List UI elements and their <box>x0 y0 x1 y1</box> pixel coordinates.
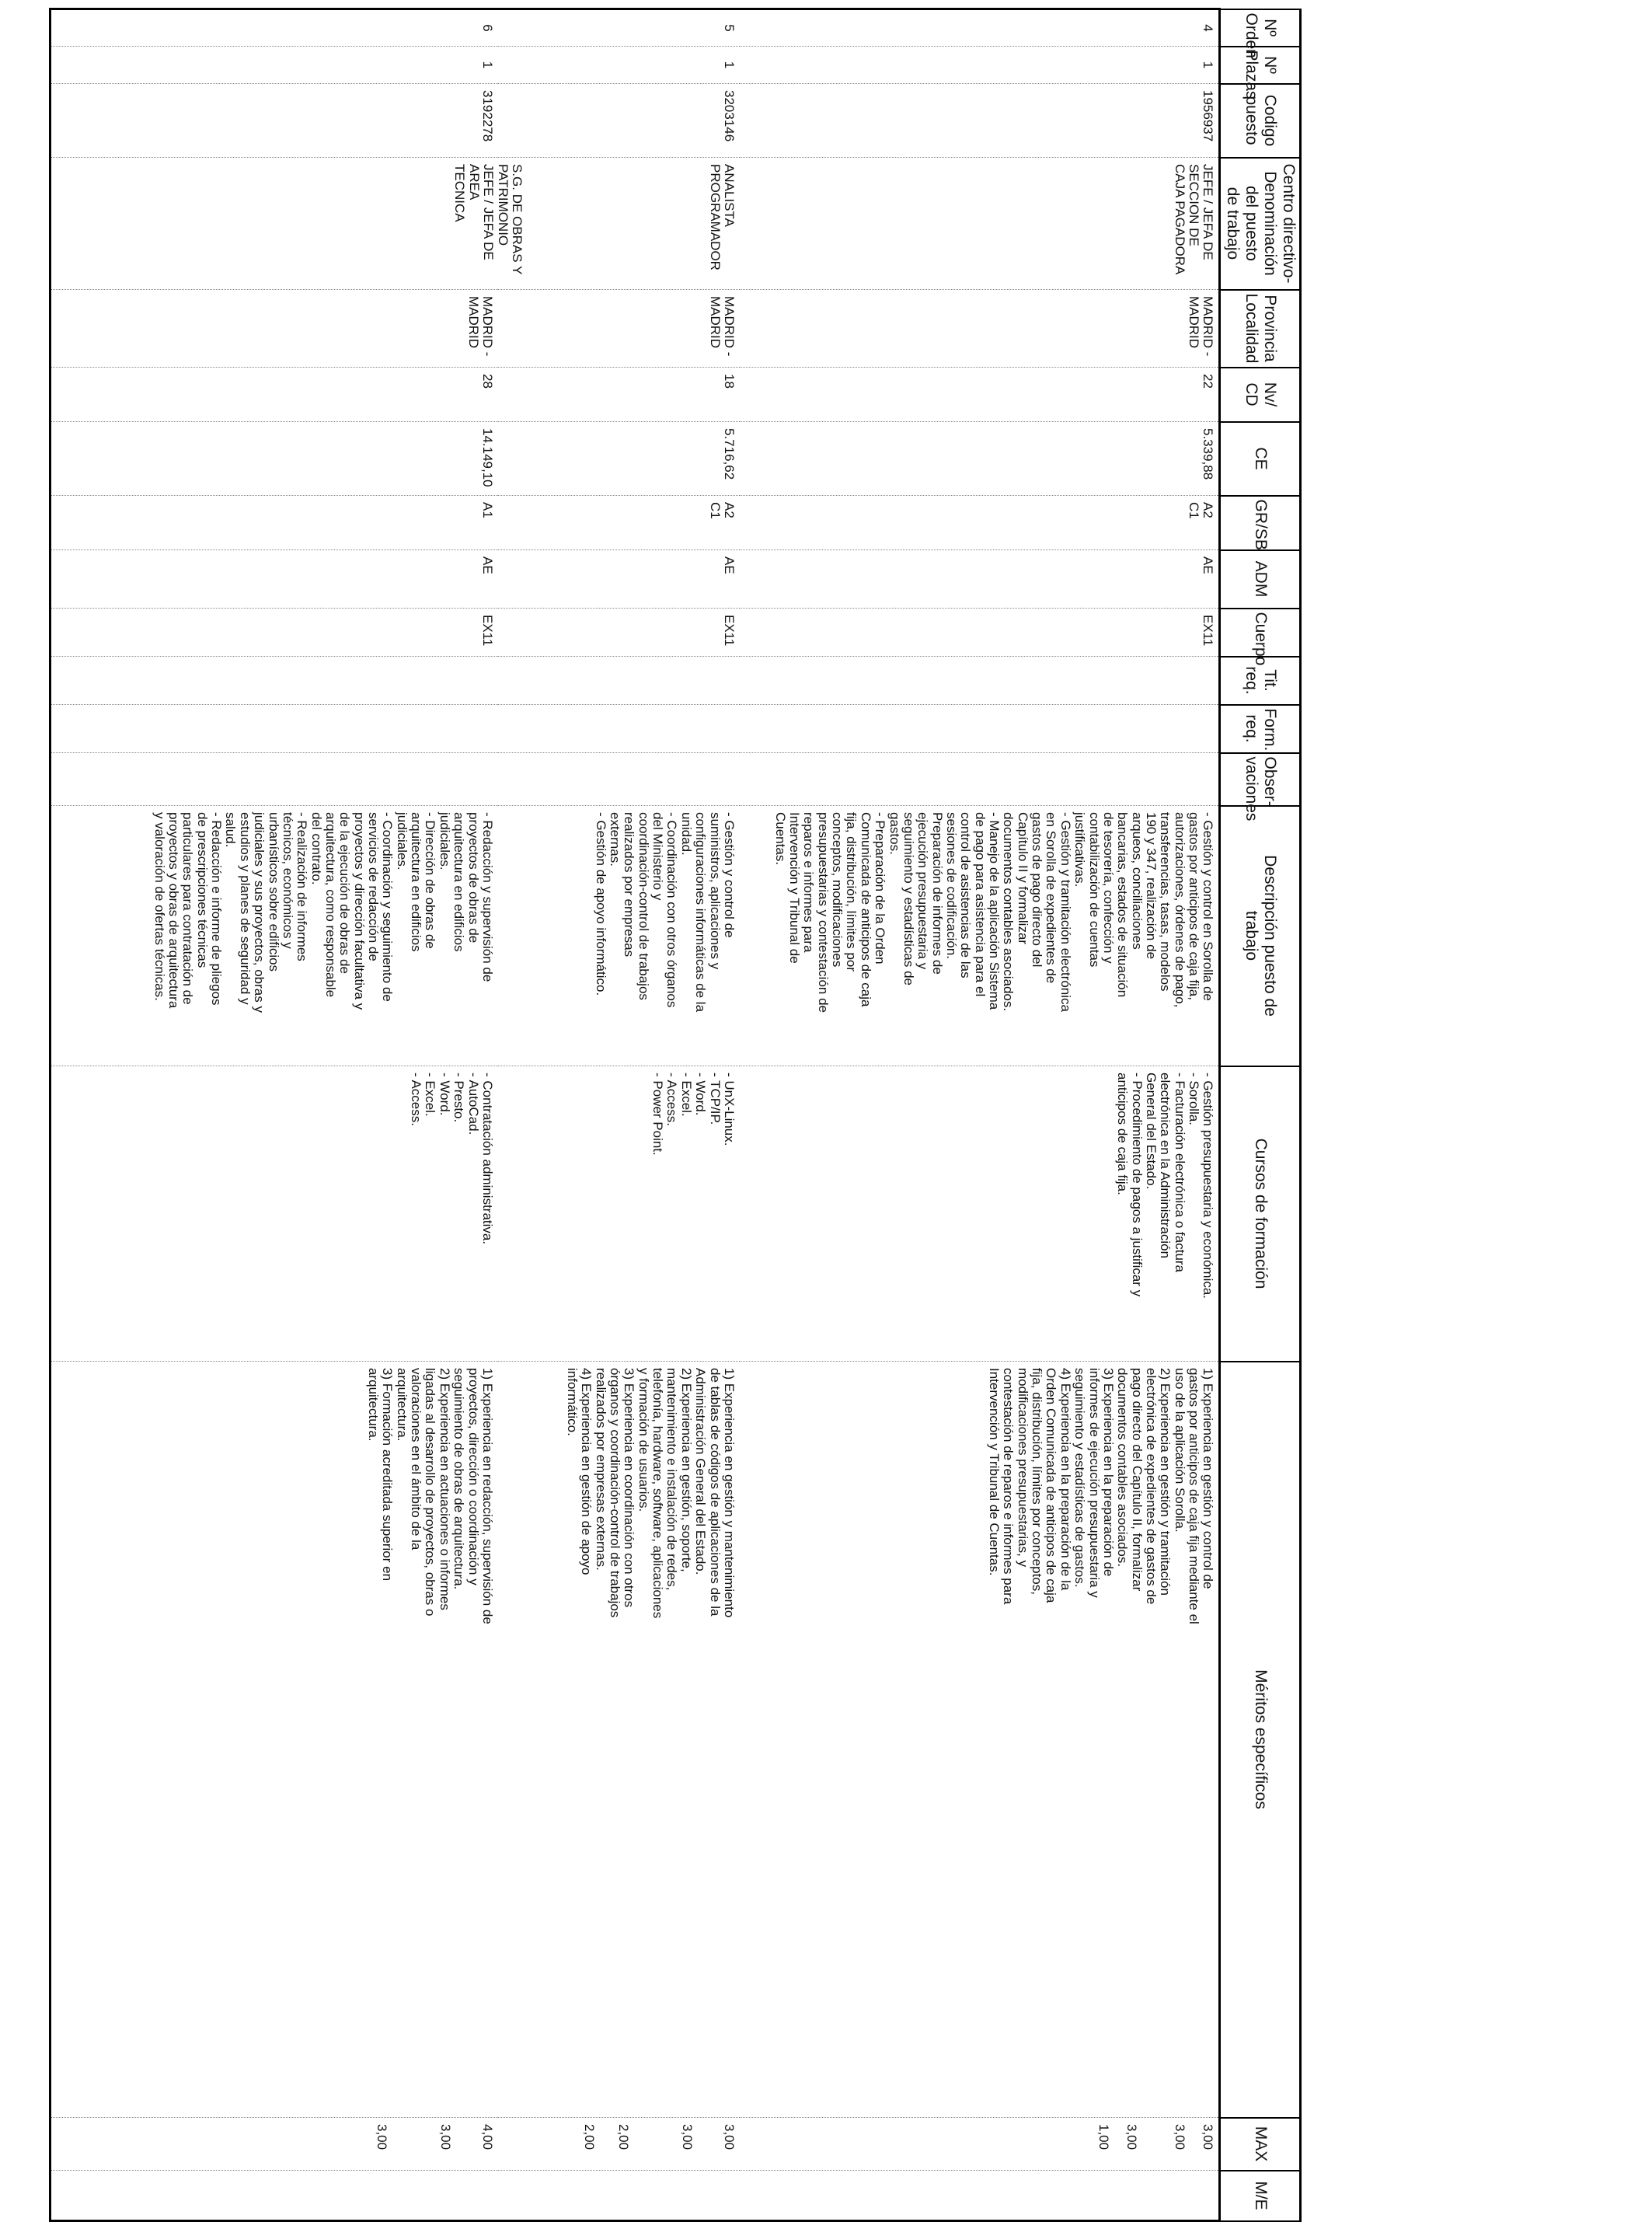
titulacion-cell <box>740 657 1220 705</box>
meritos-cell: 1) Experiencia en gestión y control de gastos por anticipos de caja fija mediante el uso de la aplicación Sorolla. 2) Experiencia en gestión y tramitación electrónica de expedientes de gastos de pago directo del Capítulo II, formalizar documentos contables asociados. 3) Experiencia en la preparación de informes de ejecución presupuestaria y seguimiento y estadísticas de gastos. 4) Experiencia en la preparación de la Orden Comunicada de anticipos de caja fija, distribución, límites por conceptos, modificaciones presupuestarias, y contestación de reparos e informes para Intervención y Tribunal de Cuentas. <box>740 1362 1220 2118</box>
centro-puesto-label: JEFE / JEFA DE AREA TECNICA <box>452 164 497 260</box>
centro-cell: JEFE / JEFA DE SECCION DE CAJA PAGADORA <box>740 158 1220 290</box>
nivel-cell: 18 <box>498 368 740 422</box>
max-cell <box>498 2118 740 2171</box>
me-cell <box>498 2171 740 2221</box>
plazas-cell: 1 <box>498 47 740 84</box>
header-descripcion: Descripción puesto de trabajo <box>1220 806 1301 1066</box>
header-titulacion: Tit. req. <box>1220 657 1301 705</box>
max-value: 3,00 <box>1124 2124 1140 2150</box>
table-row <box>51 9 498 2221</box>
orden-cell: 5 <box>498 9 740 47</box>
max-cell <box>51 2118 498 2171</box>
centro-cell <box>51 158 525 290</box>
observaciones-cell <box>498 753 740 806</box>
header-codigo: Codigo puesto <box>1220 84 1301 158</box>
adm-cell: AE <box>51 550 498 609</box>
formacion-cell <box>498 705 740 753</box>
nivel-cell: 22 <box>740 368 1220 422</box>
me-cell <box>51 2171 498 2221</box>
max-value: 1,00 <box>1096 2124 1112 2150</box>
formacion-cell <box>51 705 498 753</box>
formacion-cell <box>740 705 1220 753</box>
header-observaciones: Obser- vaciones <box>1220 753 1301 806</box>
header-grupo: GR/SB <box>1220 496 1301 550</box>
max-value: 3,00 <box>437 2124 453 2150</box>
header-orden: Nº Orden <box>1220 9 1301 47</box>
provincia-cell: MADRID - MADRID <box>51 290 498 368</box>
max-value: 4,00 <box>479 2124 495 2150</box>
centro-directivo-label: S.G. DE OBRAS Y PATRIMONIO <box>495 164 525 275</box>
orden-cell: 6 <box>51 9 498 47</box>
meritos-cell: 1) Experiencia en redacción, supervisión de proyectos, dirección o coordinación y seguimiento de obras de arquitectura. 2) Experiencia en actuaciones o informes ligadas al desarrollo de proyectos, obras o valoraciones en el ámbito de la arquitectura. 3) Formación acreditada superior en arquitectura. <box>51 1362 498 2118</box>
ce-cell: 5.716,62 <box>498 422 740 496</box>
codigo-cell: 1956937 <box>740 84 1220 158</box>
observaciones-cell <box>51 753 498 806</box>
header-ce: CE <box>1220 422 1301 496</box>
adm-cell: AE <box>498 550 740 609</box>
grupo-cell: A1 <box>51 496 498 550</box>
cuerpo-cell: EX11 <box>498 609 740 657</box>
ce-cell: 5.339,88 <box>740 422 1220 496</box>
provincia-cell: MADRID - MADRID <box>740 290 1220 368</box>
max-value: 3,00 <box>374 2124 389 2150</box>
table-row <box>740 9 1220 2221</box>
cursos-cell: - Contratación administrativa. - AutoCad. - Presto. - Word. - Excel. - Access. <box>51 1066 498 1362</box>
max-cell <box>740 2118 1220 2171</box>
titulacion-cell <box>498 657 740 705</box>
max-value: 2,00 <box>581 2124 597 2150</box>
observaciones-cell <box>740 753 1220 806</box>
meritos-cell: 1) Experiencia en gestión y mantenimiento de tablas de códigos de aplicaciones de la Administración General del Estado. 2) Experiencia en gestión, soporte, mantenimiento e instalación de redes, telefonía, hardware, software, aplicaciones y formación de usuarios. 3) Experiencia en coordinación con otros órganos y coordinación-control de trabajos realizados por empresas externas. 4) Experiencia en gestión de apoyo informático. <box>498 1362 740 2118</box>
header-centro: Centro directivo- Denominación del puesto de trabajo <box>1220 158 1301 290</box>
max-value: 3,00 <box>679 2124 695 2150</box>
header-me: M/E <box>1220 2171 1301 2221</box>
header-row <box>1220 9 1301 2221</box>
header-max: MAX <box>1220 2118 1301 2171</box>
cursos-cell: - UnX-Linux. - TCP/IP. - Word. - Excel. - Access. - Power Point. <box>498 1066 740 1362</box>
ce-cell: 14.149,10 <box>51 422 498 496</box>
cuerpo-cell: EX11 <box>740 609 1220 657</box>
centro-cell: ANALISTA PROGRAMADOR <box>498 158 740 290</box>
max-value: 3,00 <box>1201 2124 1216 2150</box>
orden-cell: 4 <box>740 9 1220 47</box>
codigo-cell: 3203146 <box>498 84 740 158</box>
max-value: 2,00 <box>615 2124 631 2150</box>
header-cursos: Cursos de formación <box>1220 1066 1301 1362</box>
header-formacion: Form. req. <box>1220 705 1301 753</box>
descripcion-cell: - Redacción y supervisión de proyectos de obras de arquitectura en edificios judiciales. - Dirección de obras de arquitectura en edificios judiciales. - Coordinación y seguimiento de servicios de redacción de proyectos y dirección facultativa y de la ejecución de obras de arquitectura, como responsable del contrato. - Realización de informes técnicos, económicos y urbanísticos sobre edificios judiciales y sus proyectos, obras y estudios y planes de seguridad y salud. - Redacción e informe de pliegos de prescripciones técnicas particulares para contratación de proyectos y obras de arquitectura y valoración de ofertas técnicas. <box>51 806 498 1066</box>
cursos-cell: - Gestión presupuestaria y económica. - Sorolla. - Facturación electrónica o factura electrónica en la Administración General del Estado. - Procedimiento de pagos a justificar y anticipos de caja fija. <box>740 1066 1220 1362</box>
grupo-cell: A2 C1 <box>740 496 1220 550</box>
table-row <box>498 9 740 2221</box>
plazas-cell: 1 <box>740 47 1220 84</box>
provincia-cell: MADRID - MADRID <box>498 290 740 368</box>
nivel-cell: 28 <box>51 368 498 422</box>
header-nivel: Nv/ CD <box>1220 368 1301 422</box>
job-positions-table <box>49 8 1302 2222</box>
header-provincia: Provincia Localidad <box>1220 290 1301 368</box>
header-cuerpo: Cuerpo <box>1220 609 1301 657</box>
header-meritos: Méritos específicos <box>1220 1362 1301 2118</box>
titulacion-cell <box>51 657 498 705</box>
descripcion-cell: - Gestión y control de suministros, aplicaciones y configuraciones informáticas de la unidad. - Coordinación con otros órganos del Ministerio y coordinación-control de trabajos realizados por empresas externas. - Gestión de apoyo informático. <box>498 806 740 1066</box>
header-plazas: Nº Plazas <box>1220 47 1301 84</box>
grupo-cell: A2 C1 <box>498 496 740 550</box>
max-value: 3,00 <box>1173 2124 1188 2150</box>
codigo-cell: 3192278 <box>51 84 498 158</box>
adm-cell: AE <box>740 550 1220 609</box>
header-adm: ADM <box>1220 550 1301 609</box>
plazas-cell: 1 <box>51 47 498 84</box>
descripcion-cell: - Gestión y control en Sorolla de gastos por anticipos de caja fija, autorizaciones, órdenes de pago, transferencias, tasas, modelos 190 y 347, realización de arqueos, conciliaciones bancarias, estados de situación de tesorería, confección y contabilización de cuentas justificativas. - Gestión y tramitación electrónica en Sorolla de expedientes de gastos de pago directo del Capítulo II y formalizar documentos contables asociados. - Manejo de la aplicación Sistema de pago para asistencia para el control de asistencias de las sesiones de codificación. Preparación de informes de ejecución presupuestaria y seguimiento y estadísticas de gastos. - Preparación de la Orden Comunicada de anticipos de caja fija, distribución, límites por conceptos, modificaciones presupuestarias y contestación de reparos e informes para Intervención y Tribunal de Cuentas. <box>740 806 1220 1066</box>
me-cell <box>740 2171 1220 2221</box>
cuerpo-cell: EX11 <box>51 609 498 657</box>
max-value: 3,00 <box>721 2124 737 2150</box>
